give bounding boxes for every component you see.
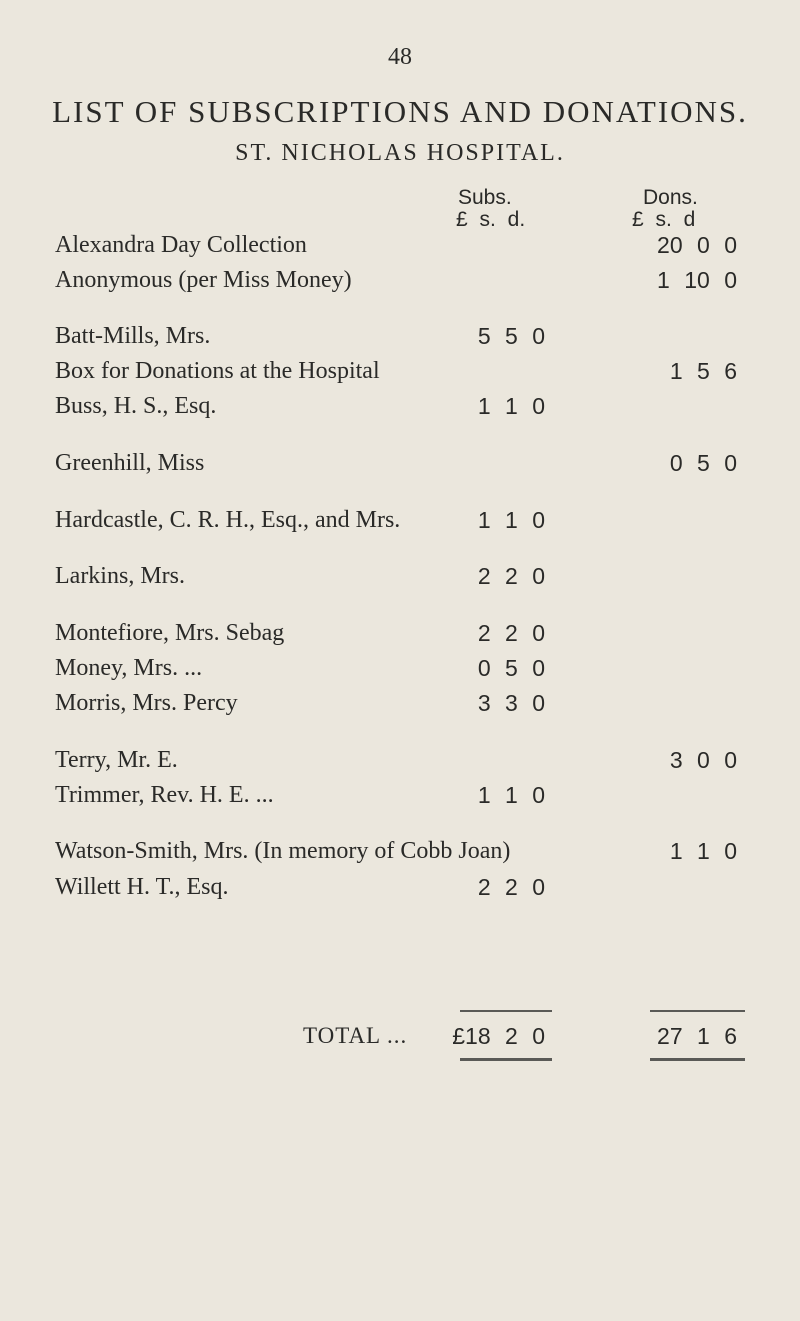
- entry-subs-amount: 1 1 0: [477, 393, 545, 419]
- subs-column-header: Subs.: [458, 186, 512, 209]
- entry-name: Terry, Mr. E.: [55, 747, 178, 773]
- entry-subs-amount: 2 2 0: [477, 620, 545, 646]
- entry-name: Trimmer, Rev. H. E. ...: [55, 782, 274, 808]
- entry-name: Money, Mrs. ...: [55, 655, 203, 681]
- entry-name: Alexandra Day Collection: [55, 232, 307, 258]
- entry-name: Morris, Mrs. Percy: [55, 690, 238, 716]
- entry-dons-amount: 0 5 0: [669, 450, 737, 476]
- entry-subs-amount: 0 5 0: [477, 655, 545, 681]
- subs-total-rule-top: [460, 1010, 552, 1012]
- entry-dons-amount: 20 0 0: [657, 232, 737, 258]
- entry-name: Larkins, Mrs.: [55, 563, 185, 589]
- dons-total-rule-top: [650, 1010, 745, 1012]
- entry-subs-amount: 3 3 0: [477, 690, 545, 716]
- entry-dons-amount: 1 1 0: [669, 838, 737, 864]
- total-label: TOTAL ...: [303, 1023, 408, 1048]
- entry-name: Hardcastle, C. R. H., Esq., and Mrs.: [55, 507, 401, 533]
- page-subtitle: ST. NICHOLAS HOSPITAL.: [235, 140, 565, 166]
- dons-total-rule-bottom: [650, 1058, 745, 1061]
- entry-subs-amount: 1 1 0: [477, 782, 545, 808]
- subs-units-header: £ s. d.: [456, 208, 526, 231]
- entry-dons-amount: 3 0 0: [669, 747, 737, 773]
- dons-units-header: £ s. d: [632, 208, 696, 231]
- entry-dons-amount: 1 10 0: [657, 267, 737, 293]
- subs-total-rule-bottom: [460, 1058, 552, 1061]
- entry-subs-amount: 2 2 0: [477, 874, 545, 900]
- dons-column-header: Dons.: [643, 186, 698, 209]
- entry-subs-amount: 5 5 0: [477, 323, 545, 349]
- entry-name: Greenhill, Miss: [55, 450, 205, 476]
- page-title: LIST OF SUBSCRIPTIONS AND DONATIONS.: [52, 94, 748, 129]
- entry-name: Batt-Mills, Mrs.: [55, 323, 211, 349]
- entry-name: Box for Donations at the Hospital: [55, 358, 380, 384]
- page-number: 48: [388, 44, 412, 70]
- entry-name: Montefiore, Mrs. Sebag: [55, 620, 285, 646]
- total-subs-amount: £18 2 0: [452, 1023, 545, 1049]
- entry-name: Watson-Smith, Mrs. (In memory of Cobb Joan): [55, 838, 511, 864]
- total-dons-amount: 27 1 6: [657, 1023, 737, 1049]
- entry-subs-amount: 1 1 0: [477, 507, 545, 533]
- entry-name: Anonymous (per Miss Money): [55, 267, 352, 293]
- entry-name: Willett H. T., Esq.: [55, 874, 229, 900]
- entry-name: Buss, H. S., Esq.: [55, 393, 217, 419]
- entry-subs-amount: 2 2 0: [477, 563, 545, 589]
- entry-dons-amount: 1 5 6: [669, 358, 737, 384]
